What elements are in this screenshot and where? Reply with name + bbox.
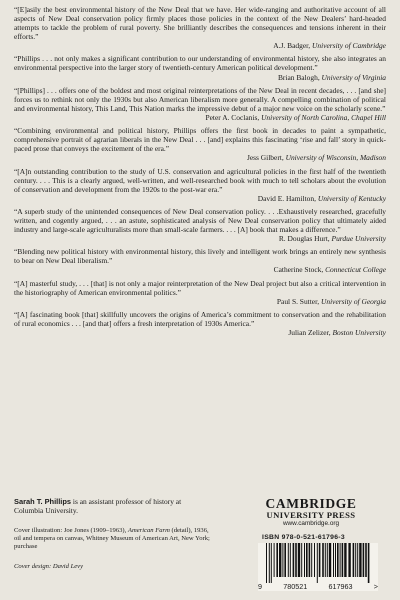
cover-illustration-credit	[14, 527, 214, 552]
author-bio-text: is an assistant professor of history at Columbia University.	[14, 497, 182, 516]
barcode-bar	[309, 543, 311, 577]
barcode-bar	[284, 543, 286, 577]
reviews-list	[14, 5, 386, 337]
barcode-bar	[357, 543, 358, 577]
review-quote	[14, 279, 386, 306]
reviewer-name: Jess Gilbert,	[246, 153, 284, 163]
review-text: “[E]asily the best environmental history of the New Deal that we have. Her wide-ranging and authoritative account of all aspects of New Deal conservation policy firmly places those policies in the context of the New Dealers’ hard-headed attempts to tackle the problem of rural poverty. She brilliantly describes the consequences and tensions inherent in their efforts.”	[14, 5, 386, 42]
barcode-bar	[344, 543, 346, 577]
barcode-bar	[274, 543, 275, 577]
review-attribution	[14, 73, 386, 82]
reviewer-name: Brian Balogh,	[277, 72, 320, 82]
reviewer-affiliation: University of North Carolina, Chapel Hill	[261, 112, 386, 122]
barcode-digits	[258, 583, 378, 591]
barcode-digit-trail: >	[373, 582, 378, 591]
review-quote	[14, 167, 386, 203]
barcode-bar	[325, 543, 326, 577]
barcode-bar	[304, 543, 305, 577]
publisher-name-line1: CAMBRIDGE	[265, 496, 357, 511]
barcode-digit-group1: 780521	[283, 582, 308, 591]
isbn-label: ISBN 978-0-521-61796-3	[262, 534, 345, 541]
review-attribution	[14, 297, 386, 306]
barcode-bar	[295, 543, 297, 577]
reviewer-name: Paul S. Sutter,	[276, 296, 320, 306]
barcode	[258, 543, 378, 591]
review-quote	[14, 86, 386, 122]
barcode-digit-lead: 9	[258, 582, 262, 591]
barcode-bar	[319, 543, 321, 577]
barcode-bar	[365, 543, 367, 577]
review-text: “[A] masterful study, . . . [that] is not only a major reinterpretation of the New Deal project but also a critical intervention in the historiography of American environmental politics.”	[14, 278, 386, 297]
barcode-bar	[288, 543, 289, 577]
barcode-bar	[282, 543, 283, 577]
reviewer-affiliation: University of Cambridge	[312, 41, 386, 51]
barcode-bar	[327, 543, 328, 577]
reviewer-name: Peter A. Coclanis,	[205, 112, 260, 122]
cover-illustration-suffix: (detail), 1936, oil and tempera on canvas, Whitney Museum of American Art, New York; purchase	[14, 527, 210, 551]
barcode-bar	[355, 543, 356, 577]
review-attribution	[14, 113, 386, 122]
barcode-bar	[342, 543, 344, 577]
barcode-bar	[359, 543, 361, 577]
cover-illustration-prefix: Cover illustration: Joe Jones (1909–1963),	[14, 527, 128, 534]
barcode-bar	[368, 543, 370, 583]
reviewer-name: R. Douglas Hurt,	[278, 234, 330, 244]
barcode-bar	[306, 543, 308, 577]
reviewer-affiliation: University of Wisconsin, Madison	[285, 153, 386, 163]
review-attribution	[14, 41, 386, 50]
barcode-bar	[329, 543, 331, 577]
review-attribution	[14, 153, 386, 162]
cover-design-credit: Cover design: David Levy	[14, 563, 84, 570]
barcode-bar	[340, 543, 341, 577]
review-quote	[14, 207, 386, 243]
reviewer-affiliation: Boston University	[332, 328, 386, 337]
barcode-bars	[258, 543, 378, 583]
review-text: “[Phillips] . . . offers one of the boldest and most original reinterpretations of the New Deal in recent decades, . . . [and she] forces us to rethink not only the 1930s but also American liberalism more generally. A compelling combination of political and environmental history, This Land, This Nation marks the impressive debut of a major new voice on the scholarly scene.”	[14, 85, 386, 113]
review-text: “[A] fascinating book [that] skillfully uncovers the origins of America’s commitment to conservation and the rehabilitation of rural economics . . . [and that] offers a fresh interpretation of 1930s America.”	[14, 309, 386, 328]
review-quote	[14, 5, 386, 50]
reviewer-name: Julian Zelizer,	[288, 328, 331, 337]
publisher-url: www.cambridge.org	[282, 520, 340, 527]
barcode-bar	[271, 543, 272, 583]
review-quote	[14, 126, 386, 162]
review-text: “[A]n outstanding contribution to the study of U.S. conservation and agricultural policies in the first half of the twentieth century. . . . This is a clearly argued, well-written, and well-researched book with much to tell scholars about the evolution of conservation and development from the 1920s to the post-war era.”	[14, 166, 386, 194]
barcode-bar	[276, 543, 278, 577]
barcode-bar	[348, 543, 350, 577]
review-quote	[14, 247, 386, 274]
barcode-bar	[298, 543, 300, 577]
reviewer-name: Catherine Stock,	[273, 265, 324, 275]
barcode-bar	[333, 543, 334, 577]
barcode-bar	[279, 543, 281, 577]
review-attribution	[14, 234, 386, 243]
review-attribution	[14, 328, 386, 337]
reviewer-affiliation: Connecticut College	[325, 265, 386, 275]
publisher-logo	[236, 497, 386, 528]
publisher-name-line2: UNIVERSITY PRESS	[266, 510, 356, 520]
review-attribution	[14, 194, 386, 203]
barcode-bar	[322, 543, 324, 577]
barcode-bar	[293, 543, 295, 577]
barcode-bar	[363, 543, 365, 577]
review-text: “Phillips . . . not only makes a significant contribution to our understanding of environmental history, she also integrates an environmental perspective into the larger story of twentieth-century American political development.”	[14, 54, 386, 73]
barcode-bar	[311, 543, 312, 577]
review-text: “Combining environmental and political history, Phillips offers the first book in decades to paint a sympathetic, comprehensive portrait of agrarian liberals in the New Deal . . . [and] explains this fascinating ‘rise and fall’ story in quick-paced prose that conveys the excitement of the era.”	[14, 126, 386, 154]
barcode-bar	[337, 543, 339, 577]
reviewer-affiliation: University of Georgia	[321, 296, 386, 306]
author-bio	[14, 497, 209, 515]
barcode-bar	[335, 543, 336, 577]
barcode-bar	[269, 543, 270, 583]
reviewer-affiliation: University of Virginia	[321, 72, 386, 82]
review-quote	[14, 310, 386, 337]
barcode-bar	[314, 543, 315, 577]
barcode-digit-group2: 617963	[328, 582, 353, 591]
reviewer-name: David E. Hamilton,	[257, 193, 316, 203]
reviewer-affiliation: Purdue University	[331, 234, 386, 244]
barcode-bar	[290, 543, 291, 577]
review-text: “Blending new political history with environmental history, this lively and intelligent work brings an entirely new synthesis to bear on New Deal liberalism.”	[14, 247, 386, 266]
reviewer-affiliation: University of Kentucky	[317, 193, 386, 203]
review-text: “A superb study of the unintended consequences of New Deal conservation policy. . . .Exhaustively researched, gracefully written, and cogently argued, . . . an astute, sophisticated analysis of New Deal conservation policy that ultimately aided industry and large-scale agriculturalists more than small-scale farmers. . . . [A] book that makes a difference.”	[14, 206, 386, 234]
review-attribution	[14, 265, 386, 274]
barcode-bar	[353, 543, 355, 577]
barcode-bar	[301, 543, 302, 577]
barcode-bar	[266, 543, 267, 583]
barcode-bar	[317, 543, 318, 583]
cover-illustration-title: American Farm	[127, 527, 170, 534]
author-name: Sarah T. Phillips	[14, 497, 72, 506]
reviewer-name: A.J. Badger,	[273, 41, 311, 51]
review-quote	[14, 54, 386, 81]
